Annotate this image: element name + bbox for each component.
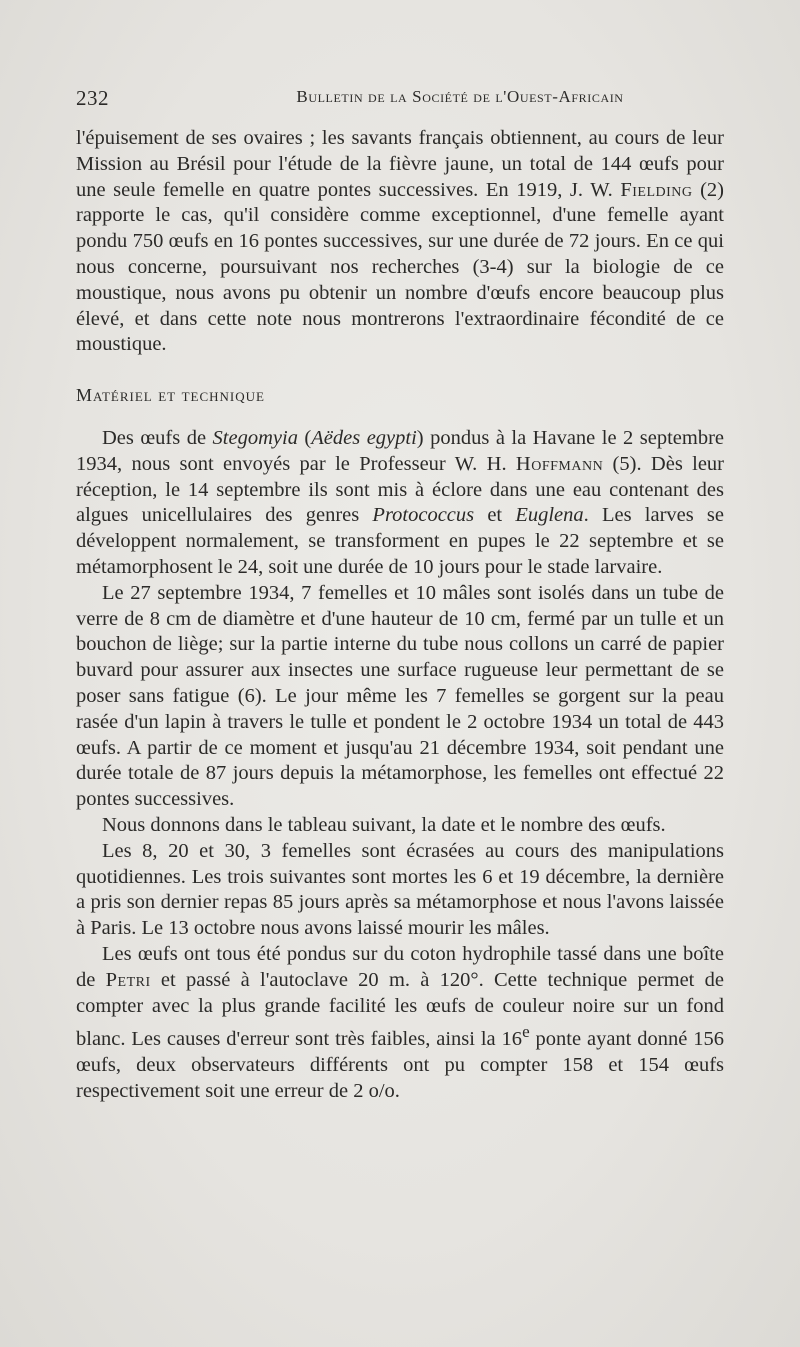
genus-name: Euglena [515,504,584,527]
paragraph-1: l'épuisement de ses ovaires ; les savants français obtiennent, au cours de leur Mission au Brésil pour l'étude de la fièvre jaune, un total de 144 œufs pour une seule femelle en quatre pontes successives. En 1919, J. W. Fielding (2) rapporte le cas, qu'il considère comme exceptionnel, d'une femelle ayant pondu 750 œufs en 16 pontes successives, sur une durée de 72 jours. En ce qui nous concerne, poursuivant nos recherches (3-4) sur la biologie de ce moustique, nous avons pu obtenir un nombre d'œufs encore beaucoup plus élevé, et dans cette note nous montrerons l'extraordinaire fécondité de ce moustique. [76,127,725,356]
page-header [76,86,724,110]
author-name: Petri [105,968,151,991]
genus-name: Stegomyia [212,426,298,449]
paragraph-6: Les œufs ont tous été pondus sur du coton hydrophile tassé dans une boîte de Petri et passé à l'autoclave 20 m. à 120°. Cette technique permet de compter avec la plus grande facilité les œufs de couleur noire sur un fond blanc. Les causes d'erreur sont très faibles, ainsi la 16e ponte ayant donné 156 œufs, deux observateurs différents ont pu compter 158 et 154 œufs respectivement soit une erreur de 2 o/o. [76,942,725,1102]
species-name: Aëdes egypti [311,426,417,449]
paragraph-5: Les 8, 20 et 30, 3 femelles sont écrasées au cours des manipulations quotidiennes. Les trois suivantes sont mortes les 6 et 19 décembre, la dernière a pris son dernier repas 85 jours après sa métamorphose et nous l'avons laissée à Paris. Le 13 octobre nous avons laissé mourir les mâles. [76,839,724,940]
genus-name: Protococcus [372,504,475,527]
paragraph-4: Nous donnons dans le tableau suivant, la date et le nombre des œufs. [102,813,666,836]
author-name: Hoffmann [515,452,604,475]
page-number: 232 [76,86,109,110]
ordinal-superscript: e [522,1022,530,1042]
body-text [76,126,724,1105]
paragraph-3: Le 27 septembre 1934, 7 femelles et 10 mâles sont isolés dans un tube de verre de 8 cm de diamètre et d'une hauteur de 10 cm, fermé par un tulle et un bouchon de liège; sur la partie interne du tube nous collons un carré de papier buvard pour assurer aux insectes une surface rugueuse leur permettant de se poser sans fatigue (6). Le jour même les 7 femelles se gorgent sur la peau rasée d'un lapin à travers le tulle et pondent le 2 octobre 1934 un total de 443 œufs. A partir de ce moment et jusqu'au 21 décembre 1934, soit pendant une durée totale de 87 jours depuis la métamorphose, les femelles ont effectué 22 pontes successives. [76,581,724,811]
running-title: Bulletin de la Société de l'Ouest-Africain [296,87,624,106]
paragraph-2: Des œufs de Stegomyia (Aëdes egypti) pondus à la Havane le 2 septembre 1934, nous sont envoyés par le Professeur W. H. Hoffmann (5). Dès leur réception, le 14 septembre ils sont mis à éclore dans une eau contenant des algues unicellulaires des genres Protococcus et Euglena. Les larves se développent normalement, se transforment en pupes le 22 septembre et se métamorphosent le 24, soit une durée de 10 jours pour le stade larvaire. [76,426,725,578]
author-name: Fielding [620,178,693,201]
section-title: Matériel et technique [76,385,265,406]
